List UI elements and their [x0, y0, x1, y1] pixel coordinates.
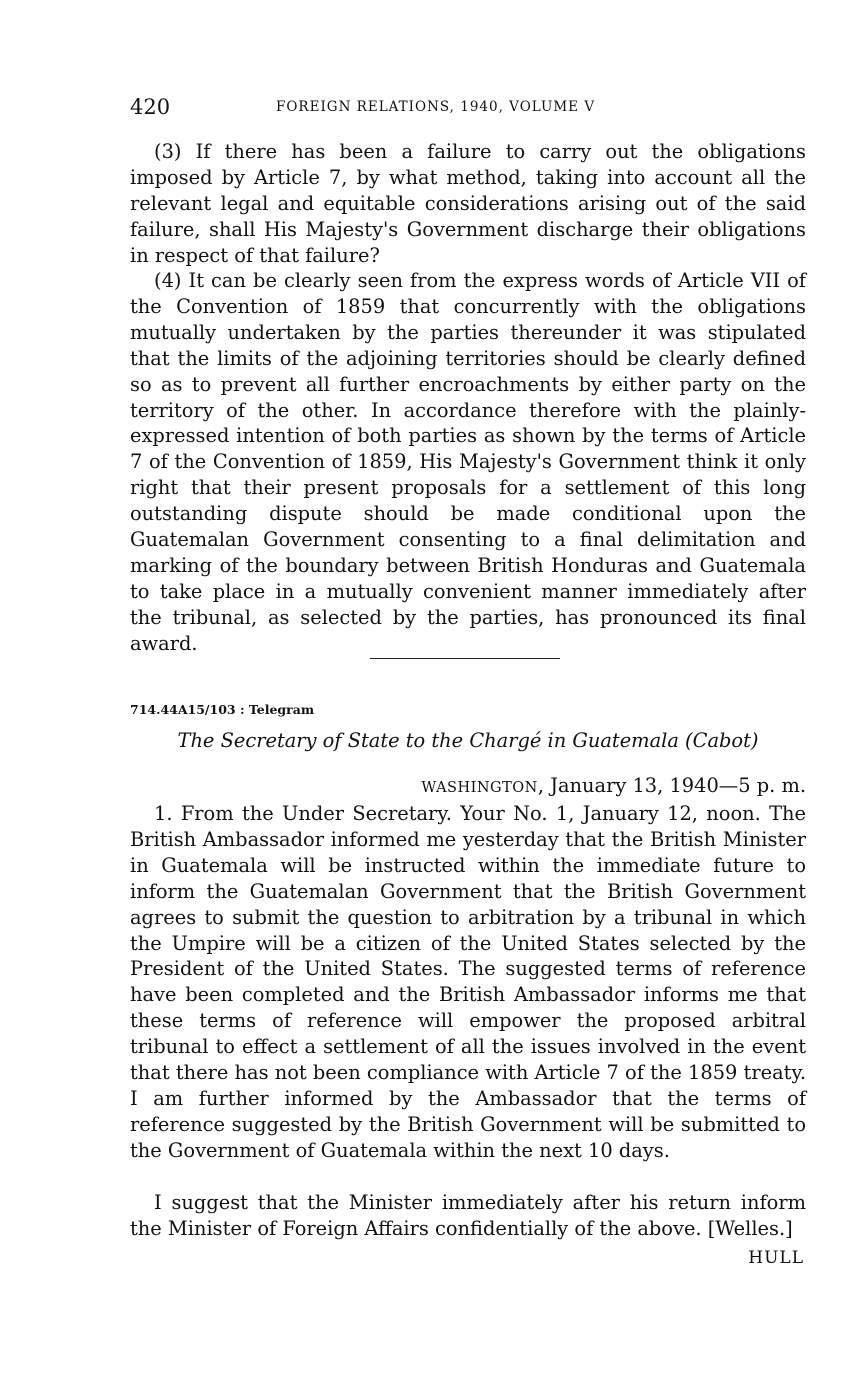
- dateline-date: , January 13, 1940—5 p. m.: [537, 774, 806, 797]
- page-number: 420: [130, 95, 171, 119]
- signature: HULL: [748, 1248, 804, 1268]
- running-header: [130, 94, 810, 120]
- header-title: FOREIGN RELATIONS, 1940, VOLUME V: [276, 99, 596, 115]
- dateline-place: WASHINGTON: [421, 780, 538, 796]
- section-divider: [370, 658, 560, 659]
- document-title: The Secretary of State to the Chargé in Guatemala (Cabot): [177, 729, 759, 752]
- telegram-paragraph-2: I suggest that the Minister immediately after his return inform the Minister of Foreign Affairs confidentially of the above. [Welles.]: [130, 1191, 806, 1240]
- file-reference: 714.44A15/103 : Telegram: [130, 702, 315, 717]
- paragraph-item-3: (3) If there has been a failure to carry out the obligations imposed by Article 7, by what method, taking into account all the relevant legal and equitable considerations arising out of the said failure, shall His Majesty's Government discharge their obligations in respect of that failure?: [130, 140, 806, 267]
- paragraph-item-4: (4) It can be clearly seen from the express words of Article VII of the Convention of 1859 that concurrently with the obligations mutually undertaken by the parties thereunder it was stipulated that the limits of the adjoining territories should be clearly defined so as to prevent all further encroachments by either party on the territory of the other. In accordance therefore with the plainly-expressed intention of both parties as shown by the terms of Article 7 of the Convention of 1859, His Majesty's Government think it only right that their present proposals for a settlement of this long outstanding dispute should be made conditional upon the Guatemalan Government consenting to a final delimitation and marking of the boundary between British Honduras and Guatemala to take place in a mutually convenient manner immediately after the tribunal, as selected by the parties, has pronounced its final award.: [130, 269, 806, 655]
- dateline: [421, 773, 806, 801]
- telegram-paragraph-1: 1. From the Under Secretary. Your No. 1, January 12, noon. The British Ambassador informed me yesterday that the British Minister in Guatemala will be instructed within the immediate future to inform the Guatemalan Government that the British Government agrees to submit the question to arbitration by a tribunal in which the Umpire will be a citizen of the United States selected by the President of the United States. The suggested terms of reference have been completed and the British Ambassador informs me that these terms of reference will empower the proposed arbitral tribunal to effect a settlement of all the issues involved in the event that there has not been compliance with Article 7 of the 1859 treaty. I am further informed by the Ambassador that the terms of reference suggested by the British Government will be submitted to the Government of Guatemala within the next 10 days.: [130, 802, 806, 1162]
